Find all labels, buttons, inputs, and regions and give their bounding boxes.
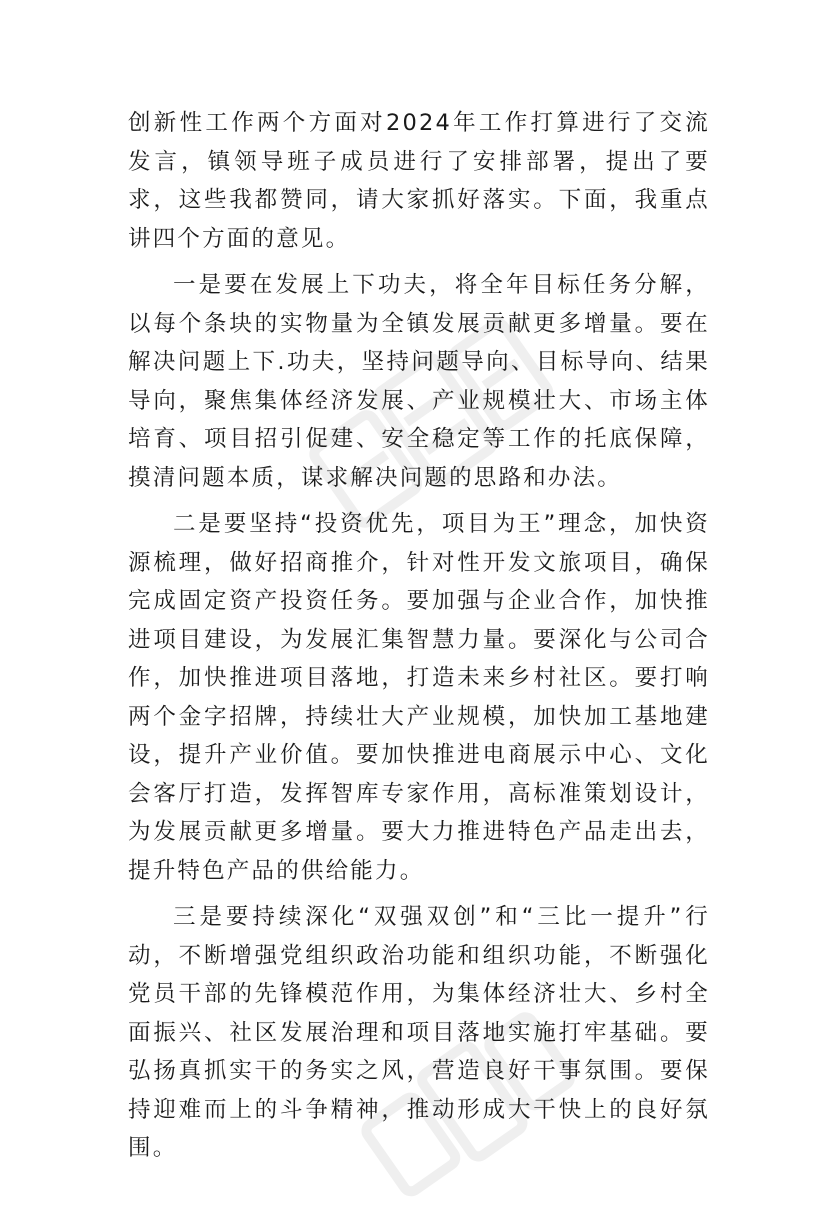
paragraph-point-two: 二是要坚持“投资优先，项目为王”理念，加快资源梳理，做好招商推介，针对性开发文旅项目，确保完成固定资产投资任务。要加强与企业合作，加快推进项目建设，为发展汇集智慧力量。要深化与公司合作，加快推进项目落地，打造未来乡村社区。要打响两个金字招牌，持续壮大产业规模，加快加工基地建设，提升产业价值。要加快推进电商展示中心、文化会客厅打造，发挥智库专家作用，高标准策划设计，为发展贡献更多增量。要大力推进特色产品走出去，提升特色产品的供给能力。 xyxy=(128,511,710,884)
paragraph-point-three: 三是要持续深化“双强双创”和“三比一提升”行动，不断增强党组织政治功能和组织功能，不断强化党员干部的先锋模范作用，为集体经济壮大、乡村全面振兴、社区发展治理和项目落地实施打牢基础。要弘扬真抓实干的务实之风，营造良好干事氛围。要保持迎难而上的斗争精神，推动形成大干快上的良好氛围。 xyxy=(128,904,710,1161)
paragraph-point-one: 一是要在发展上下功夫，将全年目标任务分解，以每个条块的实物量为全镇发展贡献更多增量。要在解决问题上下.功夫，坚持问题导向、目标导向、结果导向，聚焦集体经济发展、产业规模壮大、市场主体培育、项目招引促建、安全稳定等工作的托底保障，摸清问题本质，谋求解决问题的思路和办法。 xyxy=(128,272,710,491)
document-body xyxy=(128,104,710,1176)
paragraph-intro: 创新性工作两个方面对2024年工作打算进行了交流发言，镇领导班子成员进行了安排部署，提出了要求，这些我都赞同，请大家抓好落实。下面，我重点讲四个方面的意见。 xyxy=(128,110,710,252)
